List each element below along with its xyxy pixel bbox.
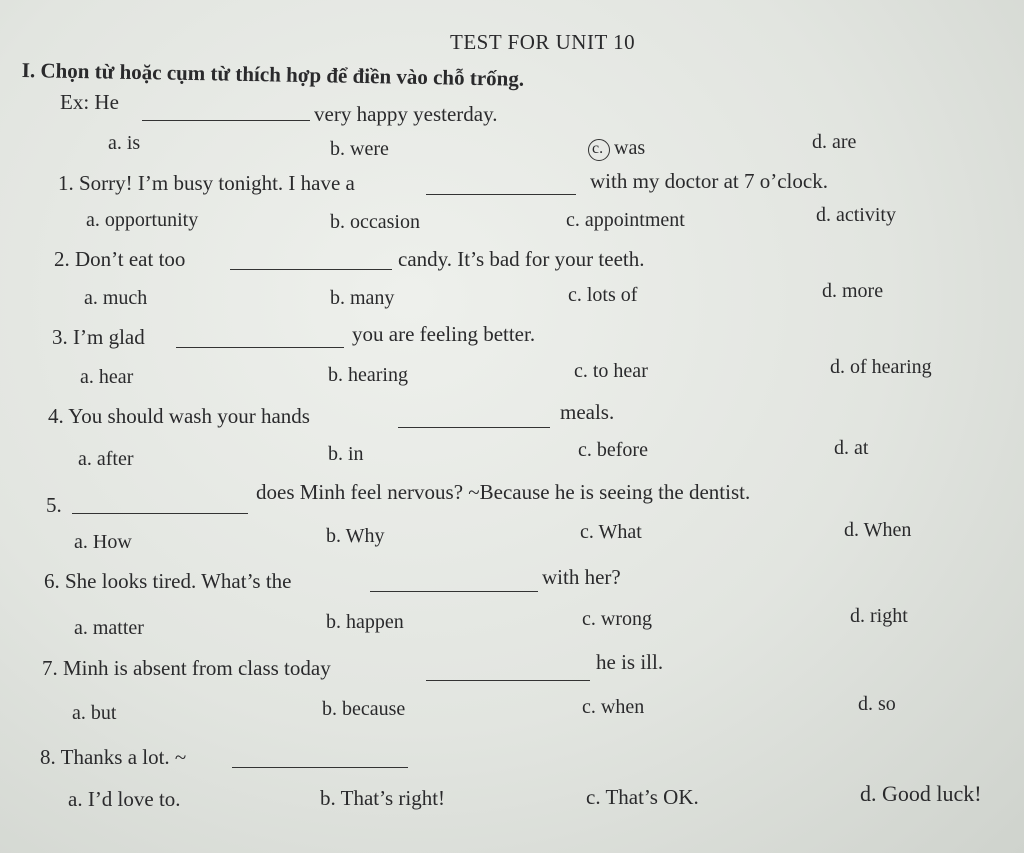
q4-blank[interactable] [398, 427, 550, 428]
q3-blank[interactable] [176, 347, 344, 348]
q1-option-c: c. appointment [566, 209, 685, 231]
example-blank[interactable] [142, 120, 310, 121]
q5-option-a: a. How [74, 531, 132, 553]
q1-option-d: d. activity [816, 204, 896, 226]
q1-option-b: b. occasion [330, 211, 420, 233]
q2-option-a: a. much [84, 287, 148, 309]
q2-option-c: c. lots of [568, 284, 638, 306]
q2-option-b: b. many [330, 287, 395, 309]
q7-option-c: c. when [582, 696, 645, 718]
q6-option-c: c. wrong [582, 608, 652, 630]
q2-lead: 2. Don’t eat too [54, 247, 186, 271]
example-tail: very happy yesterday. [314, 102, 498, 126]
q3-option-a: a. hear [80, 366, 134, 388]
q5-option-b: b. Why [326, 525, 385, 547]
q6-option-b: b. happen [326, 611, 404, 633]
q6-blank[interactable] [370, 591, 538, 592]
q8-blank[interactable] [232, 767, 408, 768]
q1-blank[interactable] [426, 194, 576, 195]
q3-option-c: c. to hear [574, 360, 648, 382]
q7-option-b: b. because [322, 698, 406, 720]
example-option-d: d. are [812, 131, 857, 153]
example-option-c: was [614, 137, 646, 159]
example-option-b: b. were [330, 138, 389, 160]
q4-lead: 4. You should wash your hands [48, 404, 310, 428]
q2-tail: candy. It’s bad for your teeth. [398, 247, 645, 271]
q1-tail: with my doctor at 7 o’clock. [590, 169, 828, 193]
example-option-a: a. is [108, 132, 141, 154]
q6-lead: 6. She looks tired. What’s the [44, 569, 292, 593]
q5-lead: 5. [46, 493, 62, 517]
q8-option-d: d. Good luck! [860, 781, 982, 806]
q2-option-d: d. more [822, 280, 884, 302]
q8-option-a: a. I’d love to. [68, 787, 181, 811]
q7-option-d: d. so [858, 693, 896, 715]
example-option-c-letter: c. [592, 140, 604, 157]
q2-blank[interactable] [230, 269, 392, 270]
q4-option-c: c. before [578, 439, 648, 461]
q1-option-a: a. opportunity [86, 209, 199, 231]
q4-tail: meals. [560, 400, 615, 424]
test-title: TEST FOR UNIT 10 [450, 30, 636, 54]
q5-blank[interactable] [72, 513, 248, 514]
q7-blank[interactable] [426, 680, 590, 681]
q7-lead: 7. Minh is absent from class today [42, 656, 331, 680]
q8-option-b: b. That’s right! [320, 786, 446, 810]
q3-option-d: d. of hearing [830, 356, 932, 378]
q5-option-d: d. When [844, 519, 912, 541]
q6-option-d: d. right [850, 605, 908, 627]
q8-lead: 8. Thanks a lot. ~ [40, 745, 187, 769]
q8-option-c: c. That’s OK. [586, 785, 699, 809]
q4-option-a: a. after [78, 448, 134, 470]
q4-option-d: d. at [834, 437, 869, 459]
q3-lead: 3. I’m glad [52, 325, 145, 349]
q7-option-a: a. but [72, 702, 117, 724]
q6-tail: with her? [542, 565, 621, 589]
section-instruction: I. Chọn từ hoặc cụm từ thích hợp để điền vào chỗ trống. [21, 58, 525, 91]
q7-tail: he is ill. [596, 650, 664, 674]
q3-tail: you are feeling better. [352, 322, 536, 346]
q5-tail: does Minh feel nervous? ~Because he is seeing the dentist. [256, 480, 751, 504]
q4-option-b: b. in [328, 443, 364, 465]
q5-option-c: c. What [580, 521, 642, 543]
q3-option-b: b. hearing [328, 364, 408, 386]
q6-option-a: a. matter [74, 617, 144, 639]
example-lead: Ex: He [60, 90, 119, 114]
q1-lead: 1. Sorry! I’m busy tonight. I have a [58, 171, 355, 195]
